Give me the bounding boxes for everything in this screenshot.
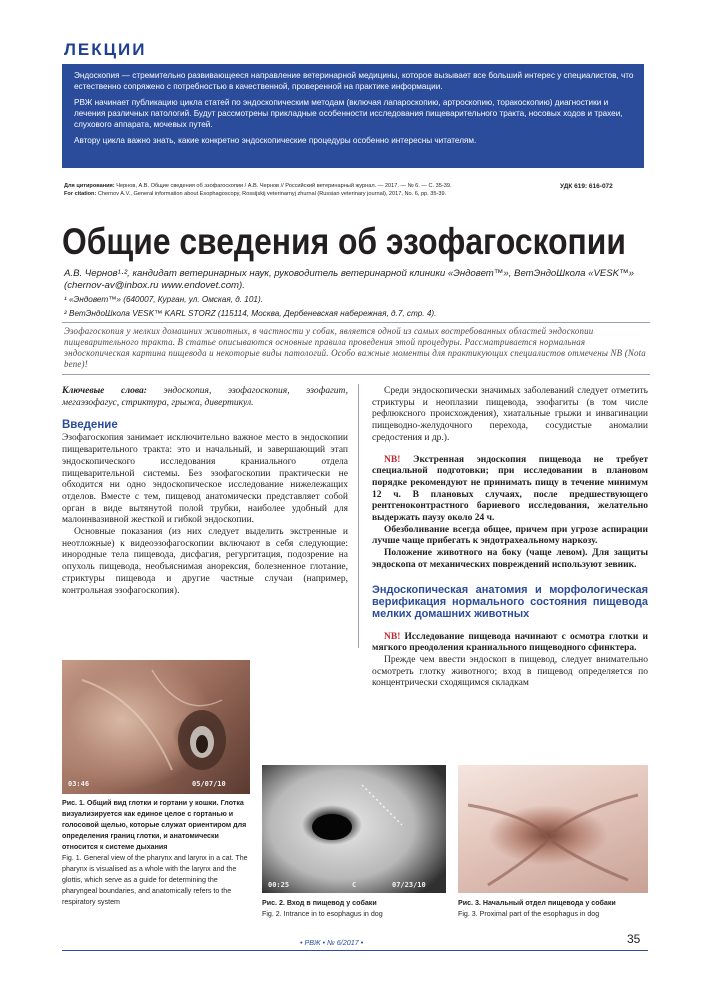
page-number: 35 <box>627 932 641 946</box>
footer-rule <box>62 950 648 951</box>
column-divider <box>358 384 359 648</box>
figure-1-time-stamp: 03:46 <box>68 780 90 788</box>
paragraph: Положение животного на боку (чаще левом). Для защиты эндоскопа от механических повреждений используют зевник. <box>372 548 648 570</box>
footer-journal: • РВЖ • № 6/2017 • <box>300 938 364 947</box>
figure-2-date-stamp: 07/23/10 <box>392 881 426 889</box>
figure-3-photo <box>458 765 648 893</box>
left-column <box>62 386 348 597</box>
intro-paragraph: Эндоскопия — стремительно развивающееся направление ветеринарной медицины, которое вызывает все больший интерес у специалистов, что естественно сопряжено с потребностью в качественной, проверенной на практике информации. <box>74 71 634 91</box>
figure-2-caption: Рис. 2. Вход в пищевод у собаки Fig. 2. Intrance in to esophagus in dog <box>262 899 383 918</box>
citation-ru-text: Чернов, А.В. Общие сведения об эзофагоскопии / А.В. Чернов // Российский ветеринарный журнал. — 2017. — № 6. — С. 35-39. <box>116 183 452 189</box>
intro-box <box>62 64 644 168</box>
abstract: Эзофагоскопия у мелких домашних животных, в частности у собак, является одной из самых востребованных областей эндоскопии пищеварительного тракта. В статье описываются основные правила проведения этой процедуры. Рассматривается нормальная эндоскопическая картина пищевода и некоторые виды патологий. Особо важные моменты для практикующих специалистов отмечены NB (Nota bene)! <box>62 322 650 375</box>
figure-2-mode-stamp: C <box>352 881 357 889</box>
right-column <box>372 386 648 690</box>
paragraph: Эзофагоскопия занимает исключительно важное место в эндоскопии пищеварительного тракта: это и начальный, и завершающий этап эндоскопического исследования краниального отдела пищеварительной системы. Без эзофагоскопии практически не обходится ни одно эндоскопическое исследование нижележащих отделов. Вместе с тем, пищевод анатомически представляет собой орган в виде вытянутой полой трубки, наиболее удобный для малоинвазивной жесткой и гибкой эндоскопии. <box>62 433 348 526</box>
figure-1-caption: Рис. 1. Общий вид глотки и гортани у кошки. Глотка визуализируется как единое целое с гортанью и голосовой щелью, которые служат ориентиром для определения границ глотки, и анатомически относится к системе дыхания Fig. 1. General view of the pharynx and larynx in a cat. The pharynx is visualised as a whole with the larynx and the glottis, which serve as a guide for determining the pharyngeal boundaries, and anatomically refers to the respiratory system <box>62 799 248 906</box>
paragraph: Прежде чем ввести эндоскоп в пищевод, следует внимательно осмотреть глотку животного; вход в пищевод определяется по концентрически сходящимся складкам <box>372 654 648 689</box>
citation-ru-label: Для цитирования: <box>64 183 115 189</box>
affiliation-1: ¹ «Эндовет™» (640007, Курган, ул. Омская, д. 101). <box>64 295 263 304</box>
figure-3-caption: Рис. 3. Начальный отдел пищевода у собаки Fig. 3. Proximal part of the esophagus in dog <box>458 899 616 918</box>
citation-en-label: For citation: <box>64 190 97 197</box>
nb-mark: NB! <box>384 454 401 465</box>
intro-paragraph: Автору цикла важно знать, какие конкретно эндоскопические процедуры особенно интересны читателям. <box>74 136 477 145</box>
figure-2-graphic <box>262 765 446 893</box>
citation-en-text: Chernov A.V., General information about Esophagoscopy, Rossijskij veterinarnyj zhurnal (Russian veterinary journal), 2017, No. 6, pp. 35-39. <box>97 190 447 197</box>
section-label: ЛЕКЦИИ <box>64 40 147 59</box>
figure-3-graphic <box>458 765 648 893</box>
paragraph: Основные показания (из них следует выделить экстренные и неотложные) к видеоэзофагоскопии включают в себя следующие: инородные тела пищевода, дисфагия, регургитация, подозрение на опухоль пищевода, необъяснимая анорексия, болезненное глотание, стриктуры пищевода и другие частные случаи (например, контрольная эзофагоскопия). <box>62 527 348 596</box>
figure-1-date-stamp: 05/07/10 <box>192 780 226 788</box>
citation-block <box>64 183 454 198</box>
article-title: Общие сведения об эзофагоскопии <box>62 221 626 262</box>
figure-2-time-stamp: 00:25 <box>268 881 290 889</box>
nb-paragraph: NB! Исследование пищевода начинают с осмотра глотки и мягкого преодоления краниального пищеводного сфинктера. <box>372 631 648 654</box>
nb-mark: NB! <box>384 631 401 642</box>
paragraph: Обезболивание всегда общее, причем при угрозе аспирации лучше чаще прибегать к эндотрахеальному наркозу. <box>372 524 648 547</box>
section-heading-intro: Введение <box>62 419 118 432</box>
affiliation-2: ² ВетЭндоШкола VESK™ KARL STORZ (115114, Москва, Дербеневская набережная, д.7, стр. 4). <box>64 309 437 318</box>
figure-1-graphic <box>62 660 250 794</box>
udk-code: УДК 619: 616-072 <box>560 183 613 190</box>
paragraph: Среди эндоскопически значимых заболеваний следует отметить стриктуры и неоплазии пищевода, эзофагиты (в том числе рефлюксного происхождения), хиатальные грыжи и инвагинации пищеводно-желудочного перехода, сосудистые аномалии средостения и др.). <box>372 386 648 443</box>
author-line: А.В. Чернов¹·², кандидат ветеринарных наук, руководитель ветеринарной клиники «Эндовет™», ВетЭндоШкола «VESK™» (chernov-av@inbox.ru www.endovet.com). <box>64 268 634 291</box>
section-heading-anatomy: Эндоскопическая анатомия и морфологическая верификация нормального состояния пищевода мелких домашних животных <box>372 583 648 620</box>
authors-block <box>64 268 649 320</box>
intro-paragraph: РВЖ начинает публикацию цикла статей по эндоскопическим методам (включая лапароскопию, артроскопию, торакоскопию) диагностики и лечения различных патологий. Будут рассмотрены прикладные особенности исследования пищеварительного тракта, носовых ходов и трахеи, слухового аппарата, мочевых путей. <box>74 98 623 129</box>
figure-1-photo <box>62 660 250 794</box>
keywords: Ключевые слова: эндоскопия, эзофагоскопия, эзофагит, мегаэзофагус, стриктура, грыжа, дивертикул. <box>62 386 348 408</box>
figure-2-photo <box>262 765 446 893</box>
nb-paragraph: NB! Экстренная эндоскопия пищевода не требует специальной подготовки; при исследовании в плановом порядке рекомендуют не принимать пищу в течение минимум 12 ч. В плановых случаях, после предшествующего рентгеноконтрастного бариевого исследования, желательно выдержать паузу около 24 ч. <box>372 454 648 524</box>
